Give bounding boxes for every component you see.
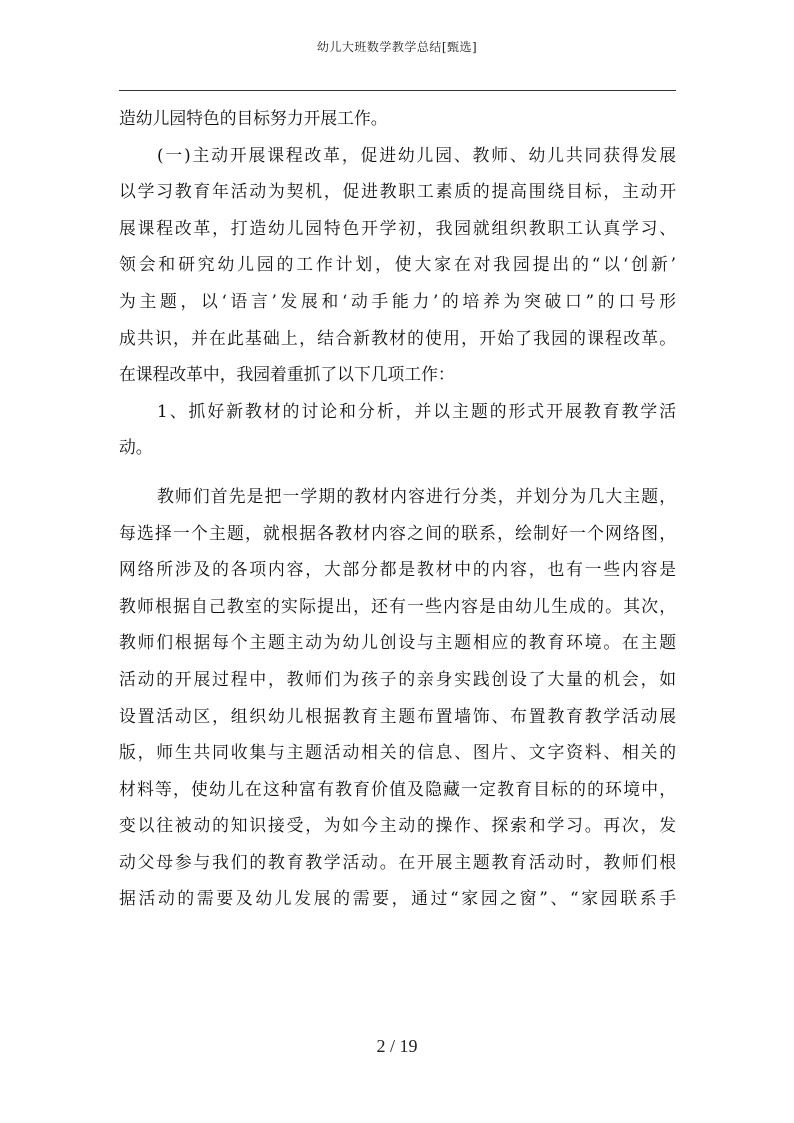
paragraph-line: 教师们首先是把一学期的教材内容进行分类，并划分为几大主题， — [157, 485, 676, 506]
page-number: 2 / 19 — [376, 1036, 418, 1056]
paragraph-line: 在课程改革中，我园着重抓了以下几项工作： — [119, 364, 455, 385]
paragraph-line: 设置活动区，组织幼儿根据教育主题布置墙饰、布置教育教学活动展 — [119, 705, 676, 726]
paragraph-line: 领会和研究幼儿园的工作计划，使大家在对我园提出的“以‘创新’ — [119, 254, 676, 275]
paragraph-gap — [119, 466, 676, 478]
list-item-line: 1、抓好新教材的讨论和分析，并以主题的形式开展教育教学活 — [157, 400, 676, 421]
page-header-title: 幼儿大班数学教学总结[甄选] — [316, 40, 478, 54]
paragraph-line: 以学习教育年活动为契机，促进教职工素质的提高围绕目标，主动开 — [119, 181, 676, 202]
list-item-line: 动。 — [119, 437, 153, 458]
paragraph-line: 据活动的需要及幼儿发展的需要，通过“家园之窗”、“家园联系手 — [119, 888, 676, 909]
header-divider — [119, 90, 676, 91]
paragraph-line: 版，师生共同收集与主题活动相关的信息、图片、文字资料、相关的 — [119, 742, 676, 763]
document-body — [119, 100, 676, 917]
paragraph-line: 成共识，并在此基础上，结合新教材的使用，开始了我园的课程改革。 — [119, 327, 676, 348]
paragraph-line: 展课程改革，打造幼儿园特色开学初，我园就组织教职工认真学习、 — [119, 217, 676, 238]
paragraph-line: 活动的开展过程中，教师们为孩子的亲身实践创设了大量的机会，如 — [119, 668, 676, 689]
paragraph-line: 网络所涉及的各项内容，大部分都是教材中的内容，也有一些内容是 — [119, 559, 676, 580]
paragraph-line: 教师们根据每个主题主动为幼儿创设与主题相应的教育环境。在主题 — [119, 632, 676, 653]
section-heading-line: (一)主动开展课程改革，促进幼儿园、教师、幼儿共同获得发展 — [157, 144, 676, 165]
paragraph-line: 变以往被动的知识接受，为如今主动的操作、探索和学习。再次，发 — [119, 815, 676, 836]
paragraph-line: 造幼儿园特色的目标努力开展工作。 — [119, 108, 388, 128]
paragraph-line: 为主题，以‘语言’发展和‘动手能力’的培养为突破口”的口号形 — [119, 290, 676, 311]
paragraph-line: 动父母参与我们的教育教学活动。在开展主题教育活动时，教师们根 — [119, 851, 676, 872]
paragraph-line: 每选择一个主题，就根据各教材内容之间的联系，绘制好一个网络图， — [119, 522, 676, 543]
paragraph-line: 教师根据自己教室的实际提出，还有一些内容是由幼儿生成的。其次， — [119, 595, 676, 616]
paragraph-line: 材料等，使幼儿在这种富有教育价值及隐藏一定教育目标的的环境中， — [119, 778, 676, 799]
